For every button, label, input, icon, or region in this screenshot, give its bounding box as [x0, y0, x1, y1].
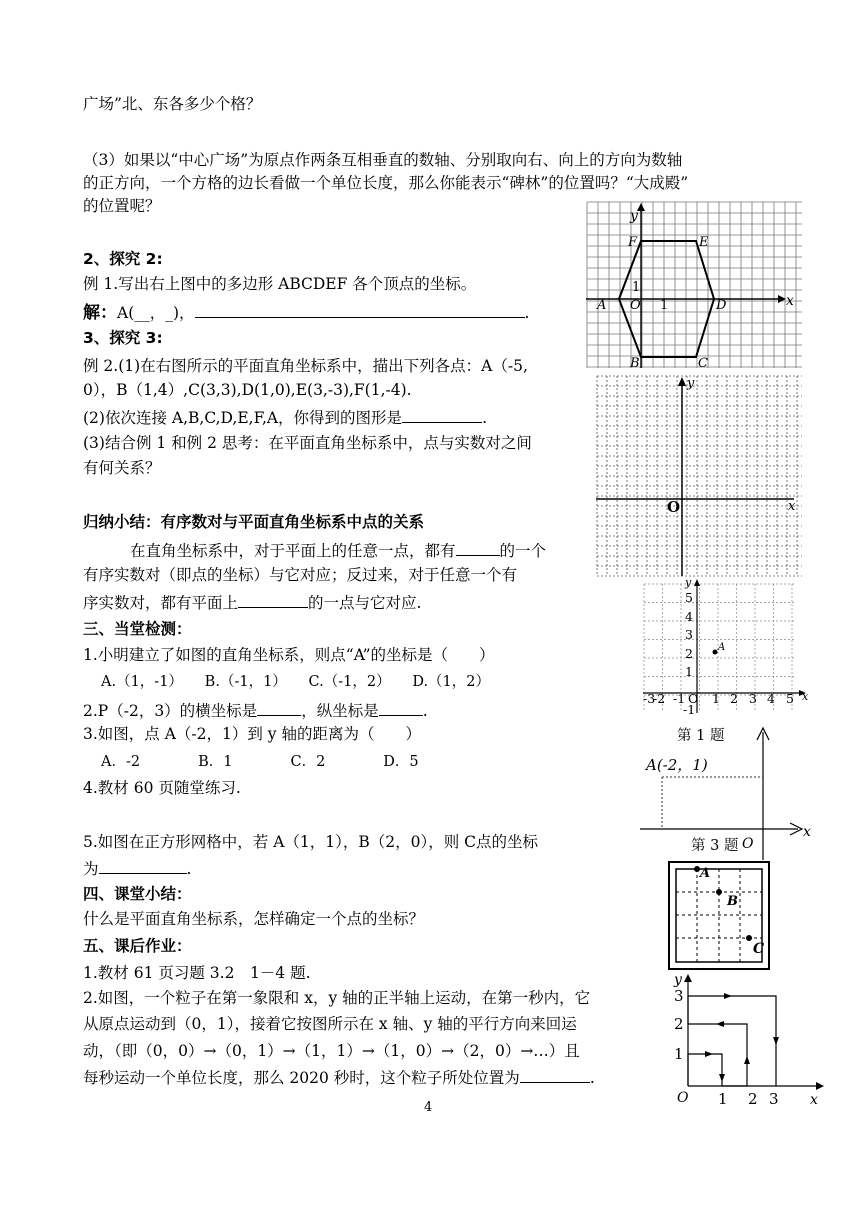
options-line: A.（1，-1） B.（-1，1） C.（-1，2） D.（1，2） [101, 674, 490, 690]
summary-text: 的一个 [499, 542, 547, 560]
text-line: 例 1.写出右上图中的多边形 ABCDEF 各个顶点的坐标。 [83, 275, 477, 293]
origin-label: O [630, 298, 641, 313]
text-line: 动，（即（0，0）→（0，1）→（1，1）→（1，0）→（2，0）→…）且 [83, 1042, 580, 1060]
axis-x-label: x [788, 499, 796, 514]
text-line [83, 1066, 595, 1089]
solution-label: 解： [83, 303, 117, 323]
answer-blank[interactable] [379, 699, 423, 716]
y-tick-label: -1 [683, 702, 696, 716]
text-line: 广场”北、东各多少个格？ [83, 95, 262, 113]
q1-caption: 第 1 题 [677, 728, 725, 744]
section-heading: 四、课堂小结： [83, 885, 192, 903]
q5-figure [667, 860, 771, 971]
point-a-label: A [700, 866, 711, 881]
text-line: 从原点运动到（0，1），接着它按图所示在 x 轴、y 轴的平行方向来回运 [83, 1015, 577, 1033]
vertex-a-label: A [597, 298, 607, 313]
example2-grid-figure [596, 375, 803, 577]
axis-y-label: y [685, 576, 692, 589]
text-line [83, 591, 421, 614]
x-tick-label: -3 [643, 691, 656, 706]
section-heading: 五、课后作业： [83, 937, 192, 955]
axis-x-label: x [803, 824, 811, 840]
section-heading: 三、当堂检测： [83, 620, 192, 638]
unit-x-label: 1 [660, 298, 669, 313]
q3-caption: 第 3 题 [691, 838, 739, 854]
axis-x-label: x [810, 1092, 818, 1108]
solution-line [83, 301, 529, 324]
answer-blank[interactable] [99, 857, 187, 874]
x-tick-label: 3 [749, 691, 757, 706]
summary-text: 序实数对，都有平面上 [83, 594, 239, 612]
text-line [83, 699, 428, 722]
y-tick-label: 1 [674, 1045, 684, 1063]
options-line: A．-2 B．1 C．2 D．5 [101, 754, 419, 770]
vertex-d-label: D [716, 298, 727, 313]
text-line: 的位置呢？ [83, 197, 161, 215]
axis-x-label: x [786, 293, 794, 309]
summary-heading: 归纳小结：有序数对与平面直角坐标系中点的关系 [83, 513, 425, 531]
period: . [422, 702, 428, 720]
x-tick-label: 2 [748, 1090, 758, 1108]
answer-blank[interactable] [257, 699, 301, 716]
y-tick-label: 3 [674, 987, 684, 1005]
hexagon-figure [586, 201, 803, 369]
x-tick-label: 5 [786, 691, 794, 706]
question-text: 为 [83, 860, 99, 878]
vertex-e-label: E [699, 235, 709, 250]
text-line [83, 857, 191, 880]
solution-text: A(__，_)， [117, 304, 195, 322]
y-tick-label: 2 [674, 1015, 684, 1033]
period: . [186, 860, 192, 878]
text-line: 2.如图，一个粒子在第一象限和 x，y 轴的正半轴上运动，在第一秒内，它 [83, 989, 591, 1007]
section-heading: 3、探究 3: [83, 329, 163, 347]
homework-figure [668, 968, 826, 1108]
origin-label: O [742, 836, 754, 852]
x-tick-label: 4 [767, 691, 775, 706]
answer-blank[interactable] [195, 301, 525, 318]
vertex-f-label: F [628, 235, 638, 250]
x-tick-label: 3 [769, 1090, 779, 1108]
question-text: 2.P（-2，3）的横坐标是 [83, 702, 258, 720]
text-line: 4.教材 60 页随堂练习. [83, 779, 241, 797]
text-line: 的正方向，一个方格的边长看做一个单位长度，那么你能表示“碑林”的位置吗？“大成殿” [83, 174, 689, 192]
x-tick-label: O [688, 691, 699, 706]
axis-y-label: y [687, 376, 695, 391]
axis-x-label: x [802, 690, 809, 703]
x-tick-label: -2 [653, 691, 666, 706]
y-tick-label: 1 [685, 664, 693, 679]
origin-label: O [677, 1090, 689, 1106]
text-line: 什么是平面直角坐标系，怎样确定一个点的坐标？ [83, 910, 425, 928]
text-line: 1.教材 61 页习题 3.2 1－4 题. [83, 964, 311, 982]
answer-blank[interactable] [520, 1066, 590, 1083]
q1-figure [643, 576, 813, 716]
text-line: 1.小明建立了如图的直角坐标系，则点“A”的坐标是（ ） [83, 646, 495, 664]
point-a-label: A [718, 642, 726, 653]
text-line: 有何关系？ [83, 459, 161, 477]
text-line: （3）如果以“中心广场”为原点作两条互相垂直的数轴、分别取向右、向上的方向为数轴 [83, 151, 683, 169]
text-line: 3.如图，点 A（-2，1）到 y 轴的距离为（ ） [83, 725, 421, 743]
vertex-b-label: B [630, 356, 640, 369]
origin-label: O [667, 498, 681, 516]
text-line: 有序实数对（即点的坐标）与它对应；反过来，对于任意一个有 [83, 566, 518, 584]
vertex-c-label: C [698, 356, 708, 369]
answer-blank[interactable] [402, 406, 482, 423]
period: . [589, 1069, 595, 1087]
unit-y-label: 1 [632, 280, 641, 295]
question-text: (2)依次连接 A,B,C,D,E,F,A，你得到的图形是 [83, 409, 403, 427]
point-b-label: B [727, 894, 738, 909]
x-tick-label: 1 [718, 1090, 728, 1108]
question-text: 每秒运动一个单位长度，那么 2020 秒时，这个粒子所处位置为 [83, 1069, 520, 1087]
text-line: (3)结合例 1 和例 2 思考：在平面直角坐标系中，点与实数对之间 [83, 434, 532, 452]
text-line: 0），B（1,4）,C(3,3),D(1,0),E(3,-3),F(1,-4). [83, 381, 412, 399]
axis-y-label: y [630, 208, 638, 224]
period: . [524, 304, 530, 322]
x-tick-label: 2 [730, 691, 738, 706]
x-tick-label: 1 [712, 691, 720, 706]
y-tick-label: 2 [685, 646, 693, 661]
page-number: 4 [424, 1100, 433, 1115]
answer-blank[interactable] [456, 539, 500, 556]
summary-text: 在直角坐标系中，对于平面上的任意一点，都有 [130, 542, 456, 560]
axis-y-label: y [674, 972, 682, 988]
point-c-label: C [753, 941, 765, 957]
text-line [130, 539, 546, 562]
period: . [482, 409, 487, 427]
summary-text: 的一点与它对应. [308, 594, 422, 612]
x-tick-label: -1 [673, 691, 686, 706]
text-line [83, 406, 487, 429]
y-tick-label: 3 [685, 627, 693, 642]
y-tick-label: 4 [685, 609, 693, 624]
section-heading: 2、探究 2: [83, 250, 163, 268]
y-tick-label: 5 [685, 590, 693, 605]
question-text: ，纵坐标是 [301, 702, 379, 720]
answer-blank[interactable] [238, 591, 308, 608]
point-a-label: A(-2，1) [646, 756, 708, 774]
text-line: 例 2.(1)在右图所示的平面直角坐标系中，描出下列各点：A（-5, [83, 357, 528, 375]
text-line: 5.如图在正方形网格中，若 A（1，1），B（2，0），则 C点的坐标 [83, 833, 539, 851]
